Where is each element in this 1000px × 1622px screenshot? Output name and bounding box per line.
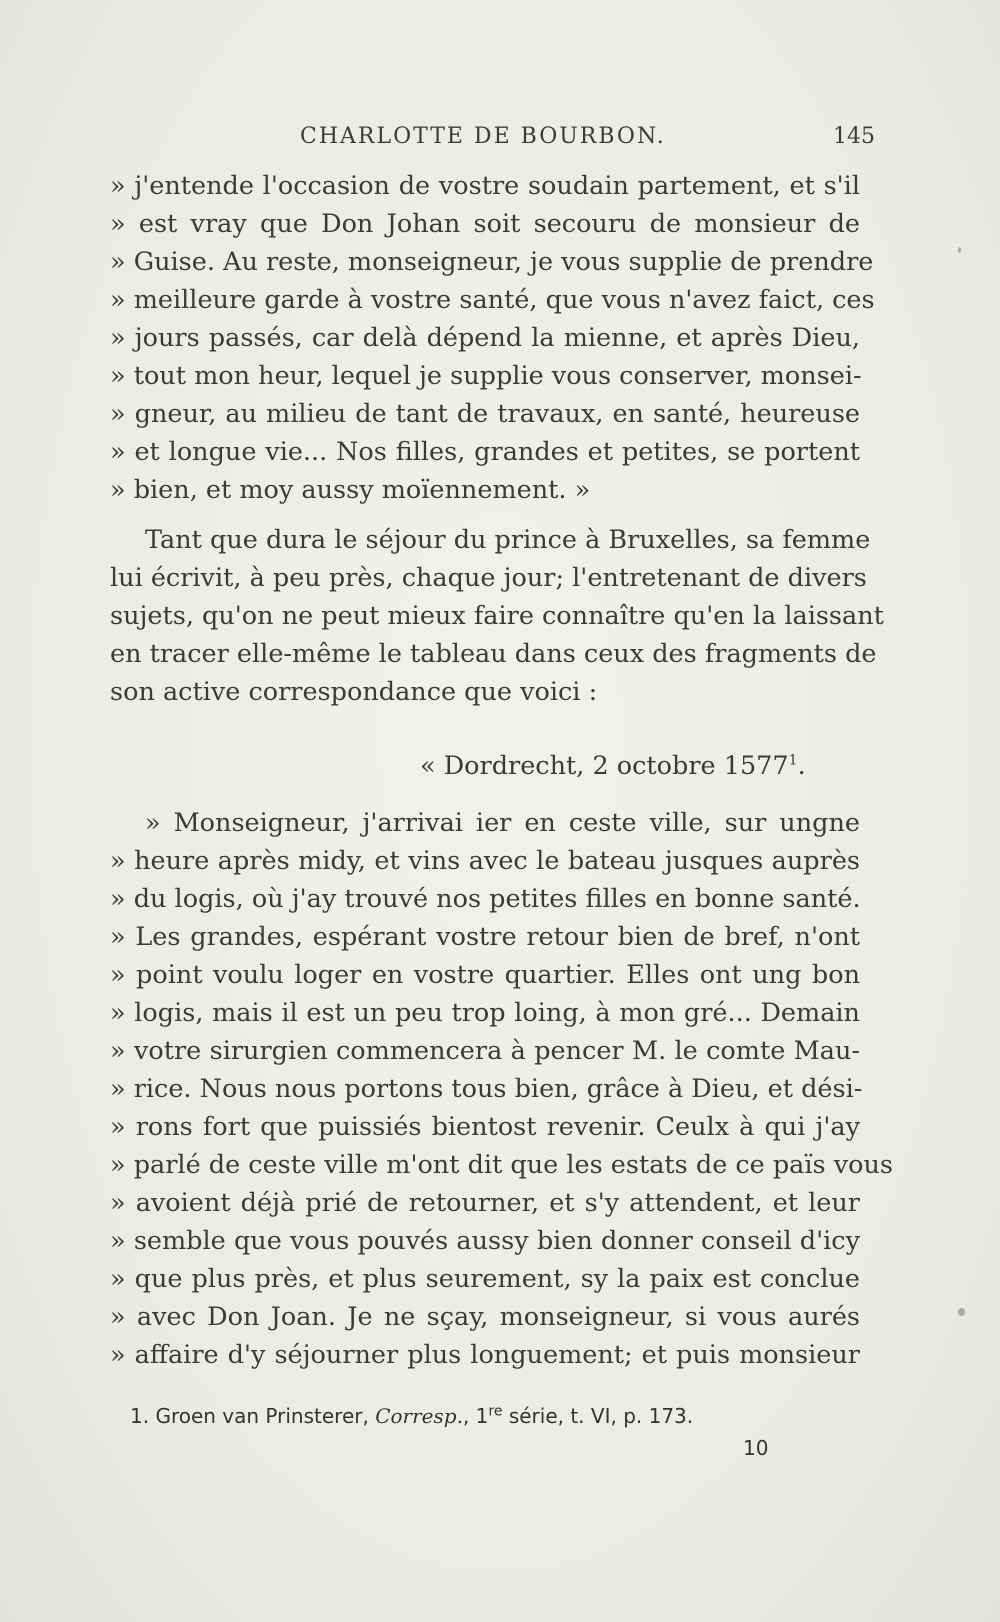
text-line: en tracer elle-même le tableau dans ceux des fragments de [110,639,877,669]
letter-line: » Monseigneur, j'arrivai ier en ceste ville, sur ungne [145,808,860,838]
letter-line: » que plus près, et plus seurement, sy la paix est conclue [110,1264,860,1294]
dateline-end: . [797,751,806,781]
letter-line: » rons fort que puissiés bientost revenir. Ceulx à qui j'ay [110,1112,860,1142]
text-line: » est vray que Don Johan soit secouru de monsieur de [110,209,860,239]
letter-line: » avec Don Joan. Je ne sçay, monseigneur, si vous aurés [110,1302,860,1332]
footnote-series-superscript: re [488,1403,503,1420]
text-line: » tout mon heur, lequel je supplie vous conserver, monsei- [110,361,862,391]
letter-line: » logis, mais il est un peu trop loing, à mon gré... Demain [110,998,860,1028]
letter-line: » parlé de ceste ville m'ont dit que les estats de ce païs vous [110,1150,894,1180]
footnote-ref: 1 [788,752,798,769]
letter-line: » du logis, où j'ay trouvé nos petites filles en bonne santé. [110,884,861,914]
paper-speck [958,247,961,253]
text-line: » Guise. Au reste, monseigneur, je vous supplie de prendre [110,247,874,277]
letter-line: » heure après midy, et vins avec le bateau jusques auprès [110,846,860,876]
running-title: CHARLOTTE DE BOURBON. [300,124,666,149]
page-number: 145 [833,124,875,149]
footnote-number: 1. [130,1404,150,1428]
text-line: » gneur, au milieu de tant de travaux, en santé, heureuse [110,399,860,429]
text-line: Tant que dura le séjour du prince à Bruxelles, sa femme [145,525,871,555]
letter-line: » votre sirurgien commencera à pencer M. le comte Mau- [110,1036,860,1066]
letter-line: » affaire d'y séjourner plus longuement; et puis monsieur [110,1340,860,1370]
text-line: lui écrivit, à peu près, chaque jour; l'entretenant de divers [110,563,867,593]
footnote: 1. Groen van Prinsterer, Corresp., 1re série, t. VI, p. 173. [130,1403,694,1428]
letter-line: » Les grandes, espérant vostre retour bien de bref, n'ont [110,922,860,952]
text-line: » jours passés, car delà dépend la mienne, et après Dieu, [110,323,860,353]
text-line: sujets, qu'on ne peut mieux faire connaître qu'en la laissant [110,601,884,631]
letter-line: » avoient déjà prié de retourner, et s'y attendent, et leur [110,1188,860,1218]
paper-speck [958,1308,965,1316]
signature-mark: 10 [743,1436,769,1460]
footnote-author: Groen van Prinsterer, [155,1404,369,1428]
letter-dateline [420,747,806,785]
text-line: » j'entende l'occasion de vostre soudain partement, et s'il [110,171,860,201]
footnote-series-number: 1 [475,1404,489,1428]
dateline-text: « Dordrecht, 2 octobre 1577 [420,751,789,781]
letter-line: » semble que vous pouvés aussy bien donner conseil d'icy [110,1226,860,1256]
footnote-rest: série, t. VI, p. 173. [508,1404,694,1428]
text-line: » et longue vie... Nos filles, grandes et petites, se portent [110,437,860,467]
footnote-work: Corresp. [375,1404,463,1428]
page-header [110,124,875,154]
text-line: » meilleure garde à vostre santé, que vous n'avez faict, ces [110,285,875,315]
text-line: » bien, et moy aussy moïennement. » [110,475,591,505]
letter-line: » rice. Nous nous portons tous bien, grâce à Dieu, et dési- [110,1074,863,1104]
text-line: son active correspondance que voici : [110,677,598,707]
letter-line: » point voulu loger en vostre quartier. Elles ont ung bon [110,960,860,990]
